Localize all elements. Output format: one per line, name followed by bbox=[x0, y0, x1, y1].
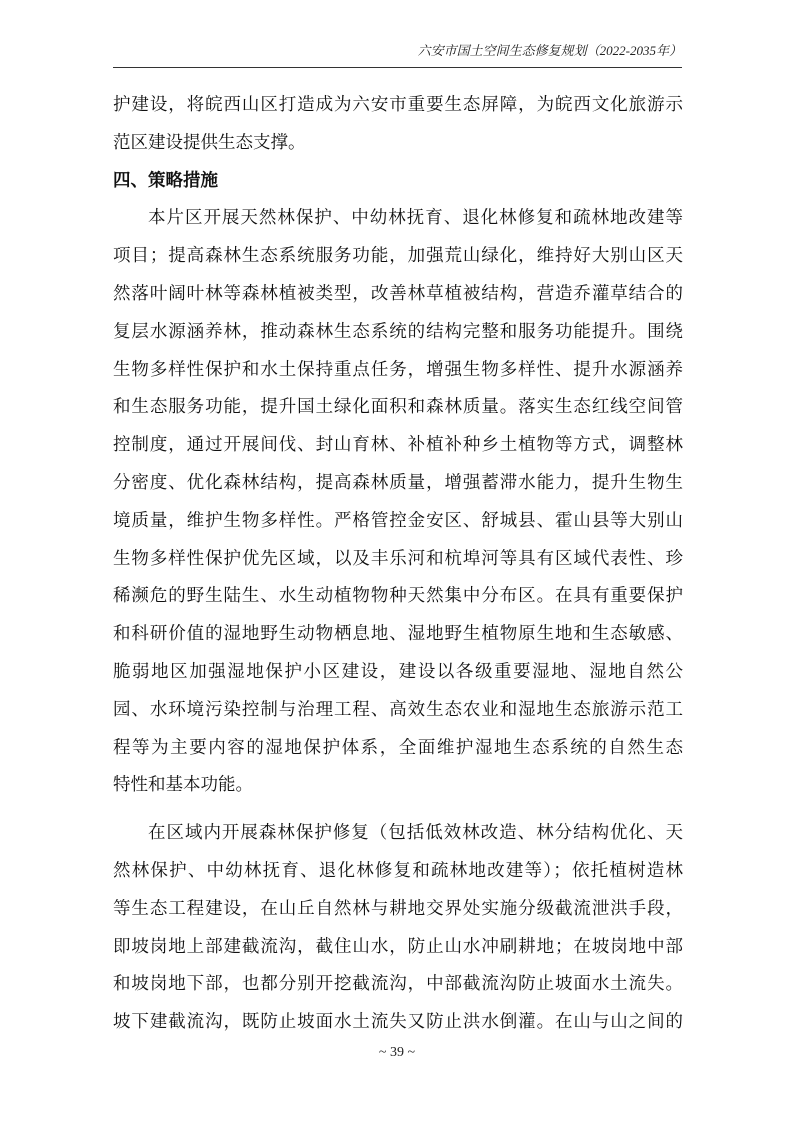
text-line: 项目；提高森林生态系统服务功能，加强荒山绿化，维持好大别山区天 bbox=[113, 246, 683, 267]
text-line: 和生态服务功能，提升国土绿化面积和森林质量。落实生态红线空间管 bbox=[113, 397, 683, 418]
paragraph-forest-restoration bbox=[113, 815, 683, 1042]
text-line: 复层水源涵养林，推动森林生态系统的结构完整和服务功能提升。围绕 bbox=[113, 321, 683, 342]
text-line: 和坡岗地下部，也都分别开挖截流沟，中部截流沟防止坡面水土流失。 bbox=[113, 974, 683, 995]
text-line: 脆弱地区加强湿地保护小区建设，建设以各级重要湿地、湿地自然公 bbox=[113, 661, 683, 682]
paragraph-strategy bbox=[113, 200, 683, 805]
main-content bbox=[113, 87, 683, 1042]
text-line: 本片区开展天然林保护、中幼林抚育、退化林修复和疏林地改建等 bbox=[148, 208, 683, 229]
text-line: 程等为主要内容的湿地保护体系，全面维护湿地生态系统的自然生态 bbox=[113, 737, 683, 758]
text-line: 园、水环境污染控制与治理工程、高效生态农业和湿地生态旅游示范工 bbox=[113, 699, 683, 720]
text-line: 特性和基本功能。 bbox=[113, 775, 253, 796]
paragraph-continuation bbox=[113, 87, 683, 163]
section-heading: 四、策略措施 bbox=[113, 170, 218, 191]
text-line: 坡下建截流沟，既防止坡面水土流失又防止洪水倒灌。在山与山之间的 bbox=[113, 1012, 683, 1033]
text-line: 和科研价值的湿地野生动物栖息地、湿地野生植物原生地和生态敏感、 bbox=[113, 624, 683, 645]
text-line: 然林保护、中幼林抚育、退化林修复和疏林地改建等）；依托植树造林 bbox=[113, 860, 683, 881]
text-line: 范区建设提供生态支撑。 bbox=[113, 132, 306, 153]
header-title: 六安市国土空间生态修复规划（2022-2035年） bbox=[417, 43, 682, 58]
text-line: 境质量，维护生物多样性。严格管控金安区、舒城县、霍山县等大别山 bbox=[113, 510, 683, 531]
paragraph-gap bbox=[113, 805, 683, 815]
text-line: 等生态工程建设，在山丘自然林与耕地交界处实施分级截流泄洪手段， bbox=[113, 898, 683, 919]
text-line: 然落叶阔叶林等森林植被类型，改善林草植被结构，营造乔灌草结合的 bbox=[113, 283, 683, 304]
page-number: ~ 39 ~ bbox=[378, 1045, 416, 1060]
text-line: 护建设，将皖西山区打造成为六安市重要生态屏障，为皖西文化旅游示 bbox=[113, 95, 683, 115]
page-header bbox=[113, 40, 682, 68]
text-line: 在区域内开展森林保护修复（包括低效林改造、林分结构优化、天 bbox=[148, 823, 683, 844]
text-line: 稀濒危的野生陆生、水生动植物物种天然集中分布区。在具有重要保护 bbox=[113, 586, 683, 607]
text-line: 生物多样性保护和水土保持重点任务，增强生物多样性、提升水源涵养 bbox=[113, 359, 683, 380]
text-line: 即坡岗地上部建截流沟，截住山水，防止山水冲刷耕地；在坡岗地中部 bbox=[113, 936, 683, 957]
text-line: 控制度，通过开展间伐、封山育林、补植补种乡土植物等方式，调整林 bbox=[113, 435, 683, 456]
text-line: 生物多样性保护优先区域，以及丰乐河和杭埠河等具有区域代表性、珍 bbox=[113, 548, 683, 569]
text-line: 分密度、优化森林结构，提高森林质量，增强蓄滞水能力，提升生物生 bbox=[113, 472, 683, 493]
